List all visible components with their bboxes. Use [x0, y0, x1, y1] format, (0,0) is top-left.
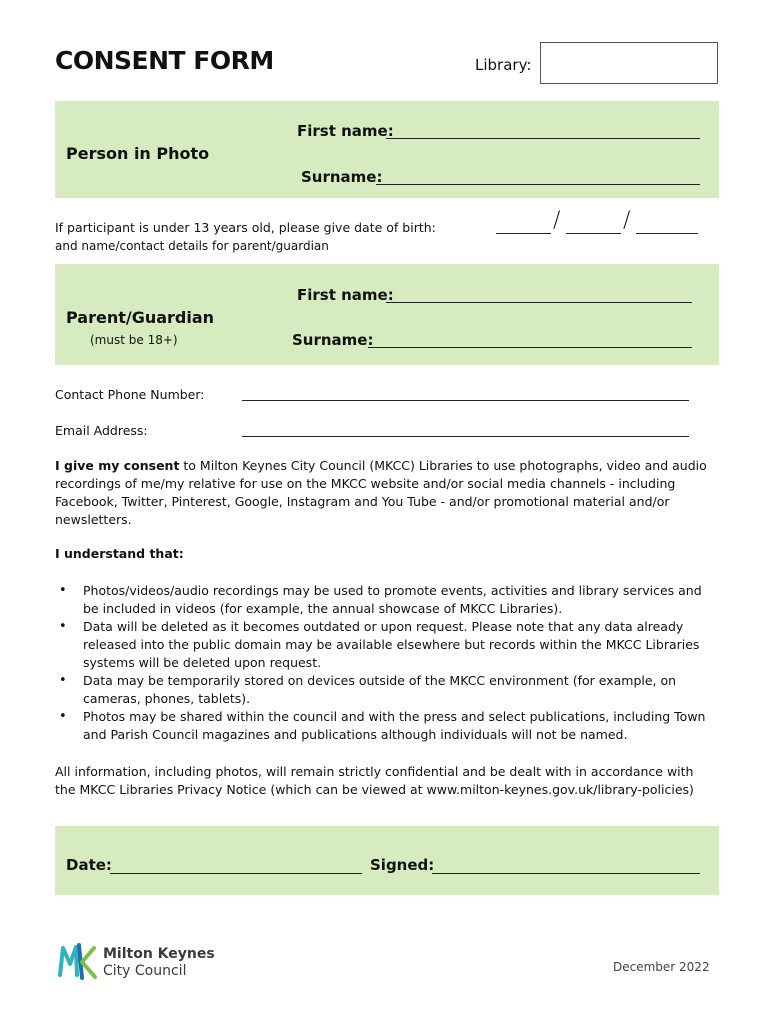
- list-item-line: systems will be deleted upon request.: [83, 655, 322, 670]
- page-title: CONSENT FORM: [55, 46, 274, 75]
- guardian-surname-label: Surname:: [292, 331, 374, 349]
- guardian-surname-field[interactable]: [368, 347, 692, 348]
- consent-line: recordings of me/my relative for use on the MKCC website and/or social media channels - including: [55, 476, 676, 491]
- logo-line-1: Milton Keynes: [103, 946, 215, 962]
- phone-field[interactable]: [242, 400, 689, 401]
- privacy-line: All information, including photos, will remain strictly confidential and be dealt with in accordance with: [55, 764, 694, 779]
- dob-day-field[interactable]: [496, 233, 551, 234]
- dob-separator: /: [623, 208, 631, 233]
- list-item-line: released into the public domain may be available elsewhere but records within the MKCC Libraries: [83, 637, 700, 652]
- list-item-line: • Data will be deleted as it becomes outdated or upon request. Please note that any data already: [83, 619, 684, 634]
- date-field[interactable]: [110, 873, 362, 874]
- list-item-line: be included in videos (for example, the annual showcase of MKCC Libraries).: [83, 601, 563, 616]
- dob-month-field[interactable]: [566, 233, 621, 234]
- privacy-line: the MKCC Libraries Privacy Notice (which can be viewed at www.milton-keynes.gov.uk/library-policies): [55, 782, 694, 797]
- person-first-name-label: First name:: [297, 122, 394, 140]
- list-item-line: cameras, phones, tablets).: [83, 691, 251, 706]
- dob-instruction: If participant is under 13 years old, please give date of birth:: [55, 220, 436, 235]
- list-item: [55, 672, 720, 708]
- list-item-line: • Data may be temporarily stored on devices outside of the MKCC environment (for example, on: [83, 673, 677, 688]
- guardian-first-name-field[interactable]: [386, 302, 692, 303]
- consent-line: Facebook, Twitter, Pinterest, Google, Instagram and You Tube - and/or promotional material and/or: [55, 494, 670, 509]
- dob-guardian-note: and name/contact details for parent/guardian: [55, 239, 329, 253]
- consent-paragraph: [55, 457, 725, 529]
- privacy-paragraph: [55, 763, 725, 799]
- list-item-line: • Photos may be shared within the council and with the press and select publications, including Town: [83, 709, 706, 724]
- consent-line: to Milton Keynes City Council (MKCC) Libraries to use photographs, video and audio: [179, 458, 707, 473]
- list-item-line: • Photos/videos/audio recordings may be used to promote events, activities and library services and: [83, 583, 702, 598]
- person-first-name-field[interactable]: [386, 138, 700, 139]
- phone-label: Contact Phone Number:: [55, 387, 205, 402]
- mkcc-logo-icon: [57, 942, 97, 982]
- guardian-age-note: (must be 18+): [90, 333, 178, 347]
- person-surname-label: Surname:: [301, 168, 383, 186]
- guardian-heading: Parent/Guardian: [66, 308, 215, 327]
- person-heading: Person in Photo: [66, 144, 210, 163]
- email-field[interactable]: [242, 436, 689, 437]
- understand-heading: I understand that:: [55, 546, 184, 561]
- list-item: [55, 708, 720, 744]
- signed-label: Signed:: [370, 856, 435, 874]
- email-label: Email Address:: [55, 423, 148, 438]
- consent-lead: I give my consent: [55, 458, 180, 473]
- date-label: Date:: [66, 856, 112, 874]
- guardian-first-name-label: First name:: [297, 286, 394, 304]
- dob-separator: /: [553, 208, 561, 233]
- consent-line: newsletters.: [55, 512, 132, 527]
- signature-field[interactable]: [432, 873, 700, 874]
- logo-line-2: City Council: [103, 963, 187, 979]
- list-item-line: and Parish Council magazines and publications although individuals will not be named.: [83, 727, 628, 742]
- library-input[interactable]: [540, 42, 718, 84]
- person-surname-field[interactable]: [376, 184, 700, 185]
- library-label: Library:: [475, 56, 532, 74]
- list-item: [55, 582, 720, 618]
- dob-year-field[interactable]: [636, 233, 698, 234]
- council-logo-text: [103, 946, 215, 980]
- list-item: [55, 618, 720, 672]
- document-date: December 2022: [613, 960, 710, 974]
- understand-list: [55, 582, 720, 744]
